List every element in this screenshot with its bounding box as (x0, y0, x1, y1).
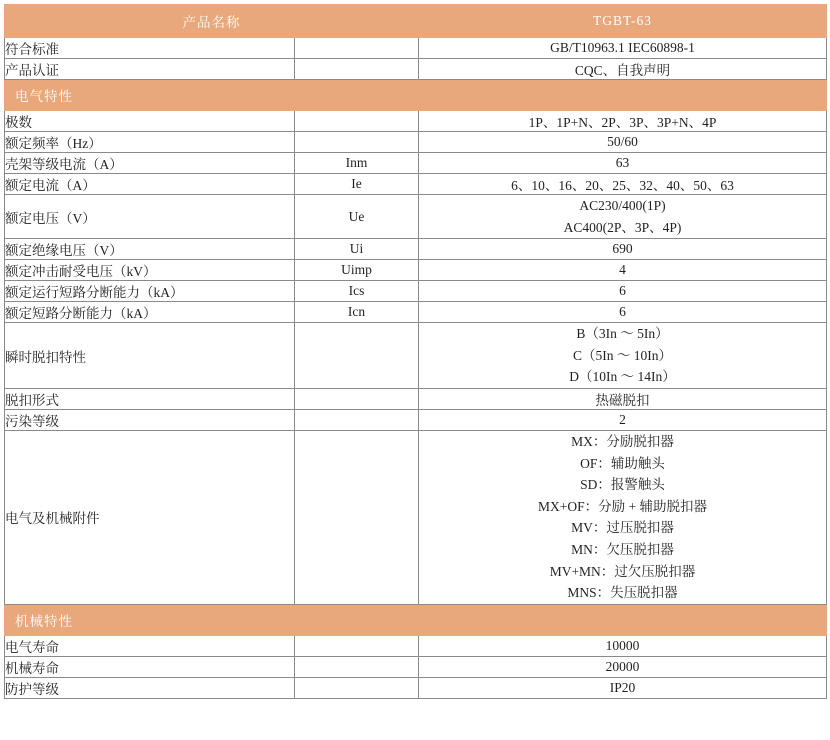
table-row (5, 195, 827, 239)
table-row (5, 174, 827, 195)
table-row (5, 260, 827, 281)
row-symbol: Ue (295, 195, 419, 239)
row-value: 热磁脱扣 (419, 388, 827, 409)
row-symbol: Uimp (295, 260, 419, 281)
table-row (5, 388, 827, 409)
row-symbol (295, 323, 419, 389)
row-label: 防护等级 (5, 677, 295, 698)
row-label: 极数 (5, 111, 295, 132)
row-value: GB/T10963.1 IEC60898-1 (419, 38, 827, 59)
row-value: 6、10、16、20、25、32、40、50、63 (419, 174, 827, 195)
table-row (5, 38, 827, 59)
table-row (5, 302, 827, 323)
row-label: 污染等级 (5, 409, 295, 430)
table-row (5, 323, 827, 389)
row-symbol (295, 656, 419, 677)
row-value: 1P、1P+N、2P、3P、3P+N、4P (419, 111, 827, 132)
row-label: 电气寿命 (5, 635, 295, 656)
row-value: 4 (419, 260, 827, 281)
spec-table-body (5, 5, 827, 699)
table-row (5, 430, 827, 604)
table-row (5, 59, 827, 80)
row-symbol (295, 388, 419, 409)
row-value: AC230/400(1P) AC400(2P、3P、4P) (419, 195, 827, 239)
table-row (5, 111, 827, 132)
row-label: 瞬时脱扣特性 (5, 323, 295, 389)
row-value: 20000 (419, 656, 827, 677)
row-label: 产品认证 (5, 59, 295, 80)
row-symbol (295, 59, 419, 80)
row-symbol: Inm (295, 153, 419, 174)
row-symbol (295, 635, 419, 656)
table-row (5, 635, 827, 656)
row-value: CQC、自我声明 (419, 59, 827, 80)
row-value: MX：分励脱扣器 OF：辅助触头 SD：报警触头 MX+OF：分励 + 辅助脱扣器 MV：过压脱扣器 MN：欠压脱扣器 MV+MN：过欠压脱扣器 MNS：失压脱扣器 (419, 430, 827, 604)
table-row (5, 409, 827, 430)
row-symbol (295, 677, 419, 698)
row-label: 电气及机械附件 (5, 430, 295, 604)
row-value: 690 (419, 239, 827, 260)
table-header-row (5, 5, 827, 38)
row-value: 6 (419, 302, 827, 323)
row-value: 2 (419, 409, 827, 430)
section-title: 电气特性 (5, 80, 827, 111)
row-label: 机械寿命 (5, 656, 295, 677)
row-symbol (295, 409, 419, 430)
row-symbol (295, 38, 419, 59)
spec-table (4, 4, 827, 699)
table-row (5, 132, 827, 153)
row-label: 壳架等级电流（A） (5, 153, 295, 174)
row-label: 符合标准 (5, 38, 295, 59)
row-value: 6 (419, 281, 827, 302)
row-label: 额定绝缘电压（V） (5, 239, 295, 260)
row-label: 额定电流（A） (5, 174, 295, 195)
row-symbol: Icn (295, 302, 419, 323)
header-product-name-value: TGBT-63 (419, 5, 827, 38)
table-row (5, 656, 827, 677)
row-symbol: Ie (295, 174, 419, 195)
row-value: B（3In ～ 5In） C（5In ～ 10In） D（10In ～ 14In） (419, 323, 827, 389)
table-section-row (5, 604, 827, 635)
row-symbol: Ics (295, 281, 419, 302)
row-label: 额定短路分断能力（kA） (5, 302, 295, 323)
row-symbol (295, 111, 419, 132)
row-label: 脱扣形式 (5, 388, 295, 409)
row-label: 额定冲击耐受电压（kV） (5, 260, 295, 281)
row-label: 额定频率（Hz） (5, 132, 295, 153)
row-symbol (295, 430, 419, 604)
section-title: 机械特性 (5, 604, 827, 635)
table-row (5, 677, 827, 698)
table-section-row (5, 80, 827, 111)
row-symbol (295, 132, 419, 153)
table-row (5, 153, 827, 174)
row-label: 额定电压（V） (5, 195, 295, 239)
table-row (5, 239, 827, 260)
table-row (5, 281, 827, 302)
row-label: 额定运行短路分断能力（kA） (5, 281, 295, 302)
header-product-name-label: 产品名称 (5, 5, 419, 38)
row-value: IP20 (419, 677, 827, 698)
row-value: 63 (419, 153, 827, 174)
row-value: 10000 (419, 635, 827, 656)
row-symbol: Ui (295, 239, 419, 260)
row-value: 50/60 (419, 132, 827, 153)
